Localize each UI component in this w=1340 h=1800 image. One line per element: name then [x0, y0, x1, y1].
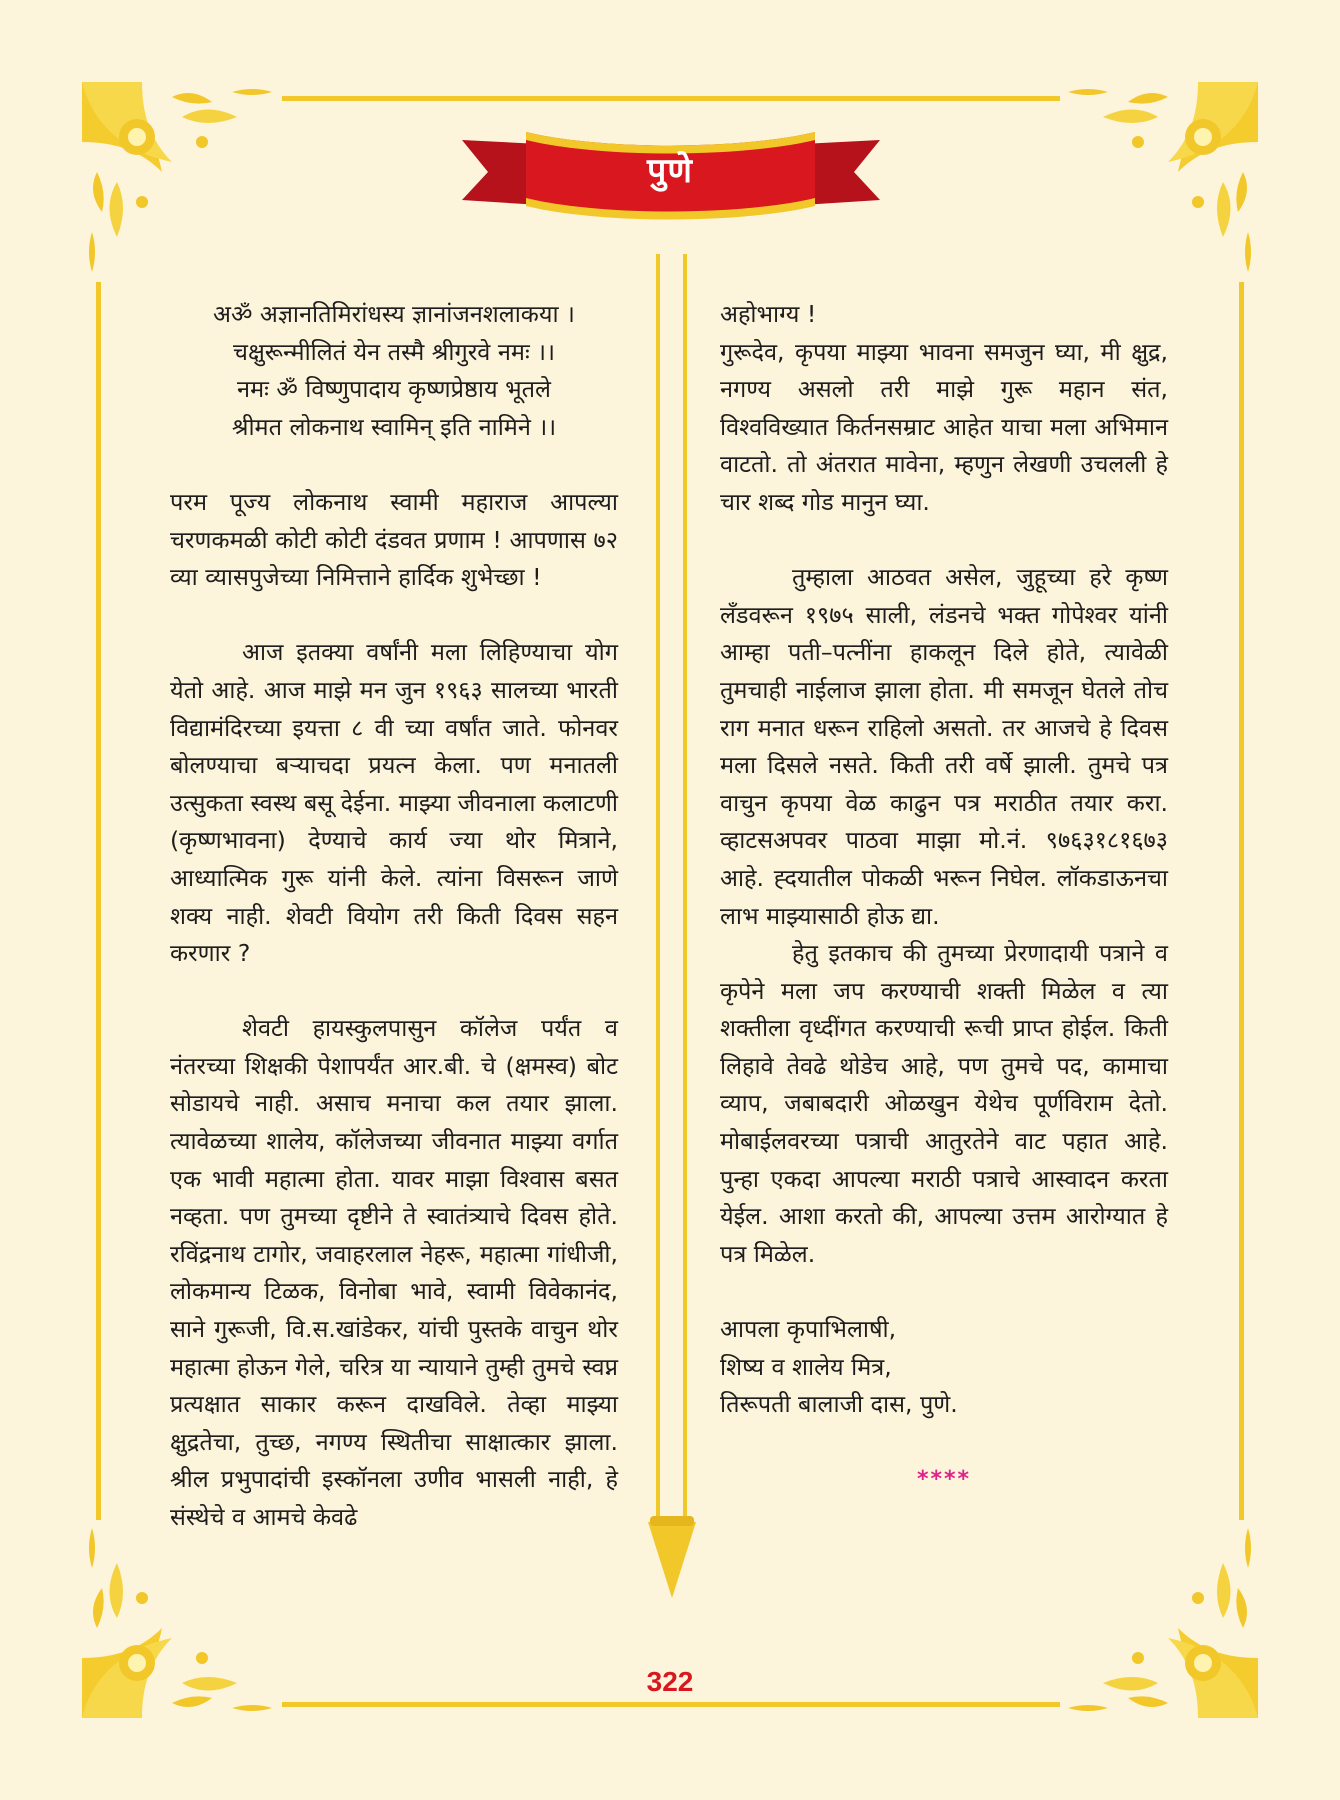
- verse-line: नमः ॐ विष्णुपादाय कृष्णप्रेष्ठाय भूतले: [237, 375, 551, 404]
- paragraph: तुम्हाला आठवत असेल, जुहूच्या हरे कृष्ण लँडवरून १९७५ साली, लंडनचे भक्त गोपेश्वर यांनी आम्हा पती–पत्नींना हाकलून दिले होते, त्यावेळी तुमचाही नाईलाज झाला होता. मी समजून घेतले तोच राग मनात धरून राहिलो असतो. तर आजचे हे दिवस मला दिसले नसते. किती तरी वर्षे झाली. तुमचे पत्र वाचुन कृपया वेळ काढुन पत्र मराठीत तयार करा. व्हाटसअपवर पाठवा माझा मो.नं. ९७६३१८१६७३ आहे. ह्दयातील पोकळी भरून निघेल. लॉकडाऊनचा लाभ माझ्यासाठी होऊ द्या.: [720, 563, 1168, 930]
- paragraph-start: अहोभाग्य !: [720, 300, 817, 328]
- paragraph: आज इतक्या वर्षांनी मला लिहिण्याचा योग येतो आहे. आज माझे मन जुन १९६३ सालच्या भारती विद्यामंदिरच्या इयत्ता ८ वी च्या वर्षांत जाते. फोनवर बोलण्याचा बऱ्याचदा प्रयत्न केला. पण मनातली उत्सुकता स्वस्थ बसू देईना. माझ्या जीवनाला कलाटणी (कृष्णभावना) देण्याचे कार्य ज्या थोर मित्राने, आध्यात्मिक गुरू यांनी केले. त्यांना विसरून जाणे शक्य नाही. शेवटी वियोग तरी किती दिवस सहन करणार ?: [170, 638, 618, 968]
- paragraph: शेवटी हायस्कुलपासुन कॉलेज पर्यंत व नंतरच्या शिक्षकी पेशापर्यंत आर.बी. चे (क्षमस्व) बोट सोडायचे नाही. असाच मनाचा कल तयार झाला. त्यावेळच्या शालेय, कॉलेजच्या जीवनात माझ्या वर्गात एक भावी महात्मा होता. यावर माझा विश्वास बसत नव्हता. पण तुमच्या दृष्टीने ते स्वातंत्र्याचे दिवस होते. रविंद्रनाथ टागोर, जवाहरलाल नेहरू, महात्मा गांधीजी, लोकमान्य टिळक, विनोबा भावे, स्वामी विवेकानंद, साने गुरूजी, वि.स.खांडेकर, यांची पुस्तके वाचुन थोर महात्मा होऊन गेले, चरित्र या न्यायाने तुम्ही तुमचे स्वप्न प्रत्यक्षात साकार करून दाखविले. तेव्हा माझ्या क्षुद्रतेचा, तुच्छ, नगण्य स्थितीचा साक्षात्कार झाला. श्रील प्रभुपादांची इस्कॉनला उणीव भासली नाही, हे संस्थेचे व आमचे केवढे: [170, 1014, 618, 1531]
- paragraph: हेतु इतकाच की तुमच्या प्रेरणादायी पत्राने व कृपेने मला जप करण्याची शक्ती मिळेल व त्या शक्तीला वृध्दींगत करण्याची रूची प्राप्त होईल. किती लिहावे तेवढे थोडेच आहे, पण तुमचे पद, कामाचा व्याप, जबाबदारी ओळखुन येथेच पूर्णविराम देतो. मोबाईलवरच्या पत्राची आतुरतेने वाट पहात आहे. पुन्हा एकदा आपल्या मराठी पत्राचे आस्वादन करता येईल. आशा करतो की, आपल्या उत्तम आरोग्यात हे पत्र मिळेल.: [720, 939, 1168, 1268]
- verse-line: चक्षुरून्मीलितं येन तस्मै श्रीगुरवे नमः ।।: [233, 337, 555, 366]
- end-stars: ****: [916, 1467, 972, 1493]
- left-column: [170, 296, 618, 1537]
- title-ribbon: [455, 120, 885, 230]
- right-column: [720, 296, 1168, 1499]
- verse-line: श्रीमत लोकनाथ स्वामिन् इति नामिने ।।: [231, 412, 557, 441]
- verse-line: अॐ अज्ञानतिमिरांधस्य ज्ञानांजनशलाकया ।: [213, 300, 575, 328]
- signature-line: आपला कृपाभिलाषी,: [720, 1315, 897, 1344]
- page-title: पुणे: [647, 151, 693, 191]
- paragraph-greeting: परम पूज्य लोकनाथ स्वामी महाराज आपल्या चरणकमळी कोटी कोटी दंडवत प्रणाम ! आपणास ७२ व्या व्यासपुजेच्या निमित्ताने हार्दिक शुभेच्छा !: [170, 487, 618, 592]
- paragraph: गुरूदेव, कृपया माझ्या भावना समजुन घ्या, मी क्षुद्र, नगण्य असलो तरी माझे गुरू महान संत, विश्वविख्यात किर्तनसम्राट आहेत याचा मला अभिमान वाटतो. तो अंतरात मावेना, म्हणुन लेखणी उचलली हे चार शब्द गोड मानुन घ्या.: [720, 337, 1168, 516]
- signature-line: शिष्य व शालेय मित्र,: [720, 1352, 892, 1381]
- signature-line: तिरूपती बालाजी दास, पुणे.: [720, 1390, 958, 1419]
- page-number: 322: [646, 1666, 694, 1697]
